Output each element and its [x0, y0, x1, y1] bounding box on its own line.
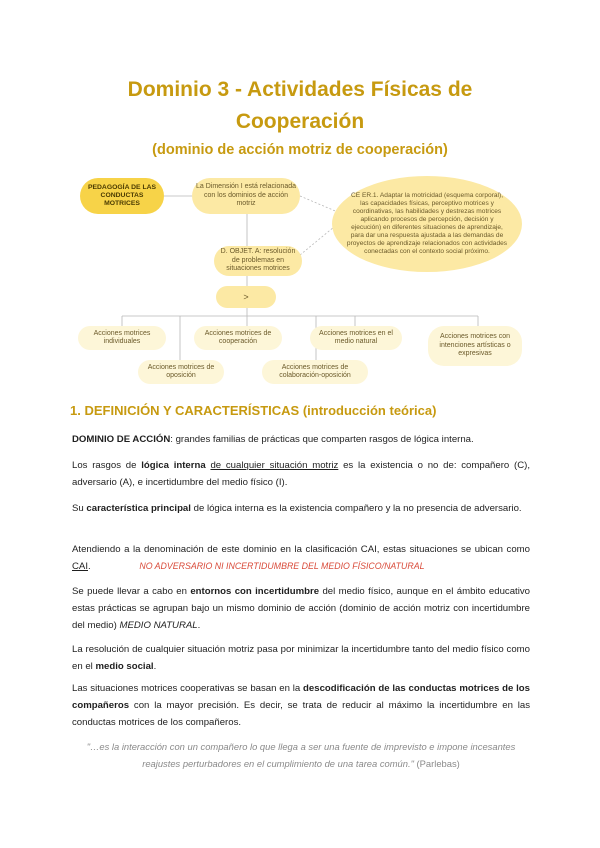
- paragraph-caracteristica: Su característica principal de lógica interna es la existencia compañero y la no presencia de adversario.: [72, 503, 522, 514]
- paragraph-logica-interna: Los rasgos de lógica interna de cualquier situación motriz es la existencia o no de: compañero (C), adversario (A), e incertidumbre del medio físico (I).: [72, 460, 530, 488]
- section-heading: 1. DEFINICIÓN Y CARACTERÍSTICAS (introducción teórica): [70, 403, 437, 418]
- node-dimension: La Dimensión I está relacionada con los dominios de acción motriz: [192, 178, 300, 214]
- node-cooperacion: Acciones motrices de cooperación: [194, 326, 282, 350]
- paragraph-cooperativas: Las situaciones motrices cooperativas se basan en la descodificación de las conductas motrices de los compañeros con la mayor precisión. Es decir, se trata de reducir al máximo la incertidumbre en las conductas motrices de los compañeros.: [72, 683, 531, 728]
- node-medio-natural: Acciones motrices en el medio natural: [310, 326, 402, 350]
- node-individuales: Acciones motrices individuales: [78, 326, 166, 350]
- paragraph-entornos: Se puede llevar a cabo en entornos con incertidumbre del medio físico, aunque en el ámbito educativo estas prácticas se agrupan bajo un mismo dominio de acción (dominio de acción motriz con incertidumbre del medio) MEDIO NATURAL.: [72, 586, 530, 631]
- node-artisticas: Acciones motrices con intenciones artísticas o expresivas: [428, 326, 522, 366]
- paragraph-resolucion: La resolución de cualquier situación motriz pasa por minimizar la incertidumbre tanto del medio físico como en el medio social.: [72, 644, 530, 672]
- paragraph-cai: Atendiendo a la denominación de este dominio en la clasificación CAI, estas situaciones se ubican como CAI. NO ADVERSARIO NI INCERTIDUMBRE DEL MEDIO FÍSICO/NATURAL: [72, 544, 530, 572]
- node-arrow: >: [216, 286, 276, 308]
- node-oposicion: Acciones motrices de oposición: [138, 360, 224, 384]
- quote-author: (Parlebas): [413, 758, 460, 769]
- title-line-1: Dominio 3 - Actividades Físicas de: [127, 78, 473, 101]
- term-dominio: DOMINIO DE ACCIÓN: [72, 434, 171, 445]
- node-pedagogia: PEDAGOGÍA DE LAS CONDUCTAS MOTRICES: [80, 178, 164, 214]
- node-colaboracion: Acciones motrices de colaboración-oposición: [262, 360, 368, 384]
- title-line-2: Cooperación: [235, 110, 365, 133]
- node-objetivo: D. OBJET. A: resolución de problemas en situaciones motrices: [214, 246, 302, 276]
- connector-dimension-ce: [300, 196, 340, 213]
- paragraph-dominio: DOMINIO DE ACCIÓN: grandes familias de prácticas que comparten rasgos de lógica interna.: [72, 434, 474, 445]
- node-ce: CE ER.1. Adaptar la motricidad (esquema corporal), las capacidades físicas, perceptivo motrices y coordinativas, las habilidades y destrezas motrices aplicando procesos de percepción, decisión y ejecución) en diferentes situaciones de aprendizaje, para dar una respuesta ajustada a las demandas de proyectos de aprendizaje relacionados con actividades conectadas con el contexto social próximo.: [332, 176, 522, 272]
- concept-diagram: [0, 0, 600, 400]
- page-subtitle: (dominio de acción motriz de cooperación): [152, 142, 448, 158]
- quote-parlebas: "…es la interacción con un compañero lo que llega a ser una fuente de imprevisto e impone incesantes reajustes perturbadores en el cumplimiento de una tarea común." (Parlebas): [86, 741, 516, 769]
- red-note: NO ADVERSARIO NI INCERTIDUMBRE DEL MEDIO FÍSICO/NATURAL: [139, 561, 425, 571]
